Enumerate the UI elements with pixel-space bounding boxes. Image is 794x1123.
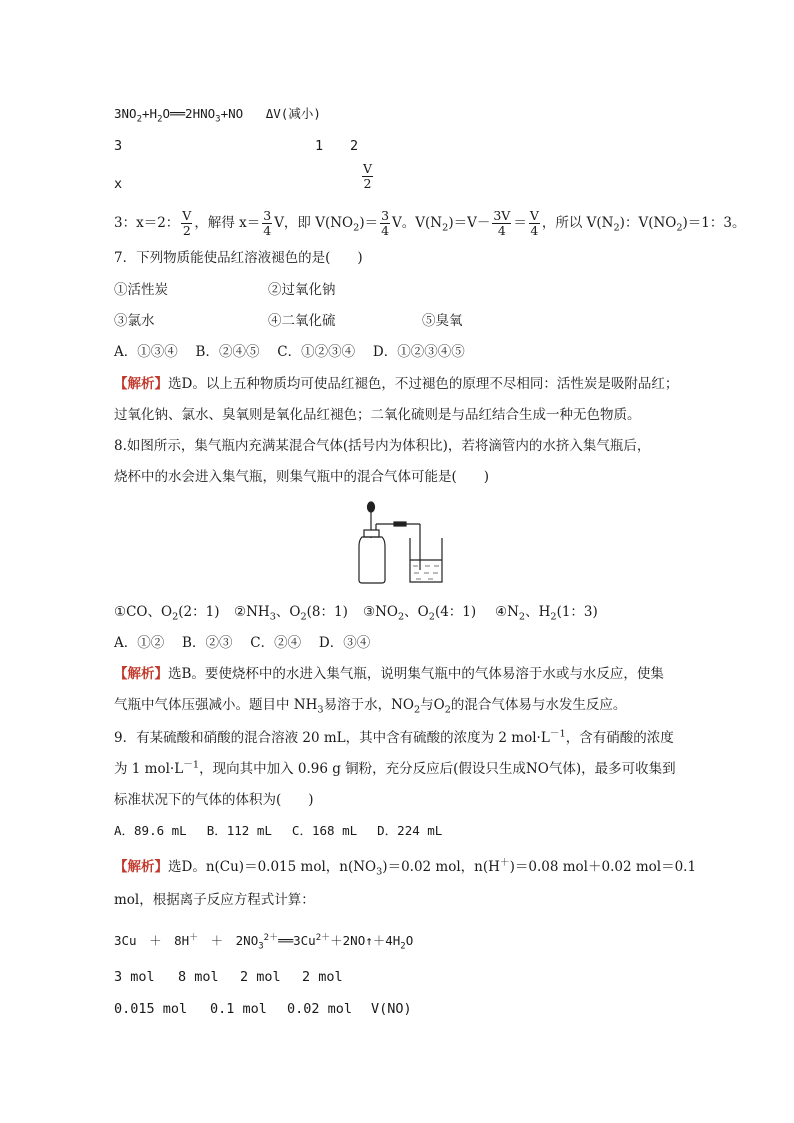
- calc-row-1: 3 mol: [114, 969, 155, 985]
- calc-row-2: V(NO): [371, 1001, 412, 1017]
- calc-row-1: 8 mol: [178, 969, 219, 985]
- q7-stem: 7．下列物质能使品红溶液褪色的是( ): [114, 250, 363, 266]
- calc-row-2: 0.015 mol: [114, 1001, 188, 1017]
- ionic-equation: 3Cu ＋ 8H＋ ＋ $2NO_3^{2+}══3Cu^{2+}+2NO↑+4H_2O$: [114, 932, 414, 952]
- solution-line: 3：x＝2： $\frac{V}{2}$ ，解得 x＝ $\frac{3}{4}$ V，即 $V(NO_2)=$ $\frac{3}{4}$ V。$V(N_2)=V-$ $\frac{3V}{4}$ ＝ $\frac{V}{4}$ ，所以 $V(N_2)$：$V(NO_2)=1$：3。: [114, 208, 746, 238]
- q8-option-4: $④N_2$、$H_2(1$：3): [495, 604, 598, 623]
- q7-option-5: ⑤臭氧: [422, 313, 463, 329]
- q7-option-3: ③氯水: [114, 313, 155, 329]
- ratio-value: 1: [315, 138, 324, 154]
- analysis-tag: 【解析】: [114, 666, 168, 682]
- q9-analysis-cont: mol，根据离子反应方程式计算：: [114, 892, 315, 908]
- analysis-tag: 【解析】: [114, 376, 168, 392]
- calc-row-1: 2 mol: [240, 969, 281, 985]
- q9-analysis: 【解析】选D。n(Cu)＝0.015 mol，$n(NO_3)=0.02$ mol，n(H＋)＝0.08 mol＋0.02 mol＝0.1: [114, 857, 697, 878]
- q7-analysis: 【解析】选D。以上五种物质均可使品红褪色，不过褪色的原理不尽相同：活性炭是吸附品红；: [114, 376, 679, 392]
- fraction-v-over-2: $\frac{V}{2}$: [363, 161, 373, 191]
- gas-bottle-apparatus-diagram: [350, 498, 460, 588]
- q7-analysis-cont: 过氧化钠、氯水、臭氧则是氧化品红褪色；二氧化硫则是与品红结合生成一种无色物质。: [114, 407, 641, 423]
- q9-stem: 9．有某硫酸和硝酸的混合溶液 20 mL，其中含有硫酸的浓度为 2 $mol\cdot L^{-1}$，含有硝酸的浓度: [114, 728, 674, 746]
- q7-option-1: ①活性炭: [114, 282, 168, 298]
- q8-option-1: ①CO、$O_2(2$：1): [114, 604, 220, 623]
- q8-stem: 8.如图所示，集气瓶内充满某混合气体(括号内为体积比)，若将滴管内的水挤入集气瓶后，: [114, 438, 651, 454]
- q9-choices: A．89.6 mL B．112 mL C．168 mL D．224 mL: [114, 823, 443, 838]
- q9-stem-cont2: 标准状况下的气体的体积为( ): [114, 792, 314, 808]
- reaction-equation: $3NO_2+H_2O══2HNO_3+NO$ ΔV(减小): [114, 106, 321, 125]
- q8-stem-cont: 烧杯中的水会进入集气瓶，则集气瓶中的混合气体可能是( ): [114, 469, 490, 485]
- q8-option-3: $③NO_2$、$O_2(4$：1): [363, 604, 477, 623]
- calc-row-2: 0.1 mol: [210, 1001, 267, 1017]
- q7-choices: A．①③④ B．②④⑤ C．①②③④ D．①②③④⑤: [114, 344, 465, 360]
- q7-option-2: ②过氧化钠: [268, 282, 336, 298]
- variable-x: x: [114, 176, 123, 192]
- q7-option-4: ④二氧化硫: [268, 313, 336, 329]
- analysis-tag: 【解析】: [114, 859, 168, 875]
- calc-row-2: 0.02 mol: [287, 1001, 353, 1017]
- q9-stem-cont: 为 1 $mol\cdot L^{-1}$，现向其中加入 0.96 g 铜粉，充分反应后(假设只生成NO气体)，最多可收集到: [114, 759, 676, 777]
- q8-analysis: 【解析】选B。要使烧杯中的水进入集气瓶，说明集气瓶中的气体易溶于水或与水反应，使集: [114, 666, 664, 682]
- q8-analysis-cont: 气瓶中气体压强减小。题目中 $NH_3$易溶于水，$NO_2$与$O_2$的混合气体易与水发生反应。: [114, 697, 627, 716]
- ratio-value: 2: [350, 138, 359, 154]
- q8-choices: A．①② B．②③ C．②④ D．③④: [114, 635, 371, 651]
- calc-row-1: 2 mol: [302, 969, 343, 985]
- q8-option-2: $②NH_3$、$O_2(8$：1): [234, 604, 348, 623]
- ratio-value: 3: [114, 138, 123, 154]
